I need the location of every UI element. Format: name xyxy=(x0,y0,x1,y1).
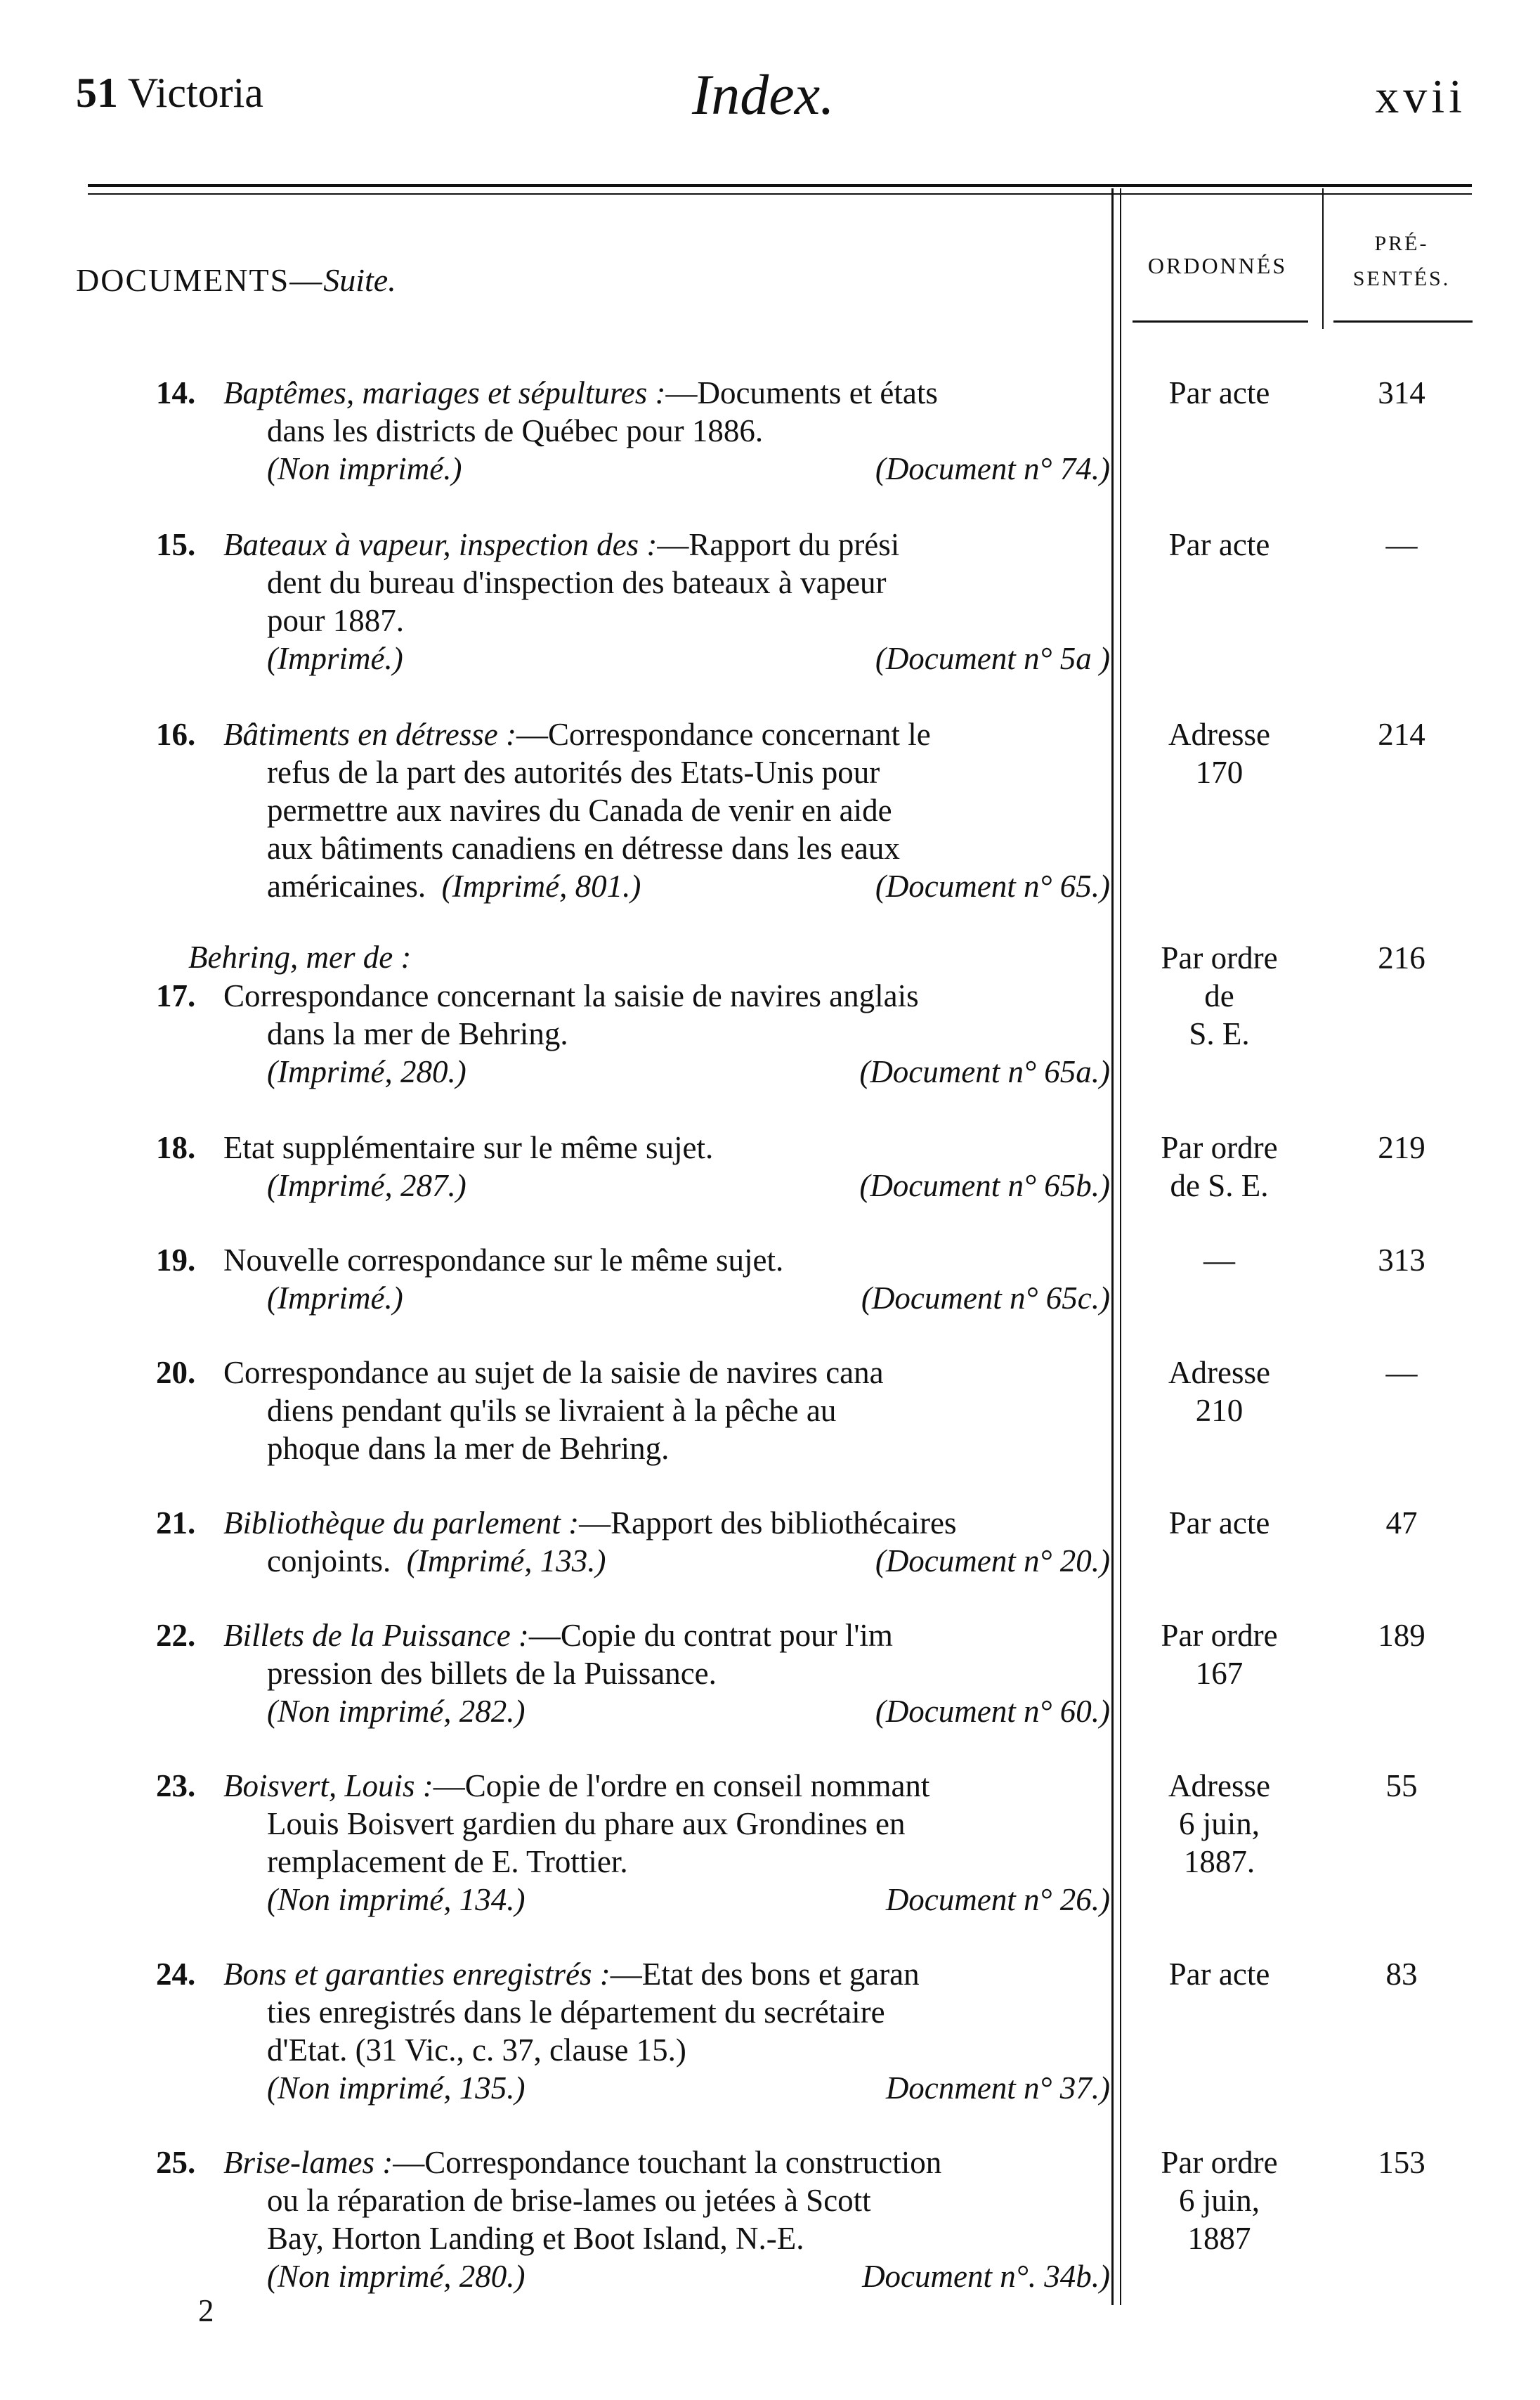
entry-presented: 189 xyxy=(1378,1618,1425,1653)
entry-subject: Bibliothèque du parlement : xyxy=(223,1505,580,1540)
entry-line: pour 1887. xyxy=(267,603,404,638)
column-header-underline-ordonnes xyxy=(1133,320,1308,323)
entry-line: Boisvert, Louis :—Copie de l'ordre en conseil nommant xyxy=(223,1768,930,1803)
entry-subject: Boisvert, Louis : xyxy=(223,1768,433,1803)
entry-presented: 219 xyxy=(1378,1130,1425,1165)
entry-citation xyxy=(223,1053,1110,1091)
running-head-left xyxy=(76,69,263,117)
session-number: 51 xyxy=(76,70,118,116)
entry-ordered-line: 1887 xyxy=(1187,2221,1251,2256)
entry-citation xyxy=(223,450,1110,488)
entry-number: 15. xyxy=(156,527,196,562)
entry-ordered-line: 1887. xyxy=(1183,1844,1255,1879)
entry-line: Bibliothèque du parlement :—Rapport des bibliothécaires xyxy=(223,1505,957,1540)
column-divider-left-2 xyxy=(1120,188,1121,2305)
entry-print-status: (Imprimé, 801.) xyxy=(441,869,641,904)
entry-presented: 214 xyxy=(1378,717,1425,752)
entry-ordered-line: Par ordre xyxy=(1161,1618,1278,1653)
entry-number: 19. xyxy=(156,1243,196,1278)
entry-text xyxy=(223,1616,1110,1730)
entry-number: 25. xyxy=(156,2145,196,2180)
column-divider-right xyxy=(1322,188,1324,329)
entry-number: 17. xyxy=(156,978,196,1013)
entry-ordered-line: 6 juin, xyxy=(1178,2183,1260,2218)
entry-document-ref: (Document n° 74.) xyxy=(875,451,1110,486)
entry-line: dans la mer de Behring. xyxy=(267,1016,568,1051)
entry-ordered xyxy=(1130,1129,1309,1205)
entry-ordered xyxy=(1130,2143,1309,2257)
entry-presented: 47 xyxy=(1385,1505,1418,1540)
entry-ordered-line: Par acte xyxy=(1168,527,1270,562)
entry-document-ref: Docnment n° 37.) xyxy=(885,2070,1110,2106)
column-header-presentes xyxy=(1331,226,1472,297)
entry-subject: Bateaux à vapeur, inspection des : xyxy=(223,527,658,562)
entry-document-ref: (Document n° 20.) xyxy=(875,1543,1110,1578)
entry-ordered-line: 6 juin, xyxy=(1178,1806,1260,1841)
entry-ordered-line: S. E. xyxy=(1189,1016,1250,1051)
entry-number: 18. xyxy=(156,1130,196,1165)
entry-ordered-line: 170 xyxy=(1195,755,1244,790)
entry-ordered xyxy=(1130,374,1309,412)
column-header-underline-presentes xyxy=(1333,320,1473,323)
entry-text xyxy=(223,1504,1110,1580)
entry-subject: Brise-lames : xyxy=(223,2145,393,2180)
running-head-title: Index. xyxy=(692,63,835,127)
entry-citation xyxy=(223,867,1110,905)
section-title xyxy=(76,261,396,299)
entry-presented: 314 xyxy=(1378,375,1425,410)
entry-number: 22. xyxy=(156,1618,196,1653)
entry-ordered-line: Par ordre xyxy=(1161,2145,1278,2180)
entry-document-ref: (Document n° 5a ) xyxy=(875,641,1110,676)
entry-ordered-line: Par acte xyxy=(1168,1505,1270,1540)
entry-print-status: (Imprimé.) xyxy=(267,1280,403,1316)
entry-last-line xyxy=(267,867,641,905)
entry-line: Nouvelle correspondance sur le même sujet. xyxy=(223,1243,784,1278)
entry-print-status: (Non imprimé, 280.) xyxy=(267,2259,526,2294)
entry-citation xyxy=(223,1692,1110,1730)
entry-ordered-line: 210 xyxy=(1195,1393,1244,1428)
entry-subject: Billets de la Puissance : xyxy=(223,1618,529,1653)
entry-ordered xyxy=(1130,939,1309,1053)
entry-print-status: (Imprimé, 133.) xyxy=(406,1543,606,1578)
entry-line: Billets de la Puissance :—Copie du contrat pour l'im xyxy=(223,1618,893,1653)
entry-line: Bons et garanties enregistrés :—Etat des bons et garan xyxy=(223,1957,920,1992)
entry-subject: Baptêmes, mariages et sépultures : xyxy=(223,375,666,410)
entry-line: aux bâtiments canadiens en détresse dans les eaux xyxy=(267,831,900,866)
entry-last-line xyxy=(267,1542,606,1580)
entry-ordered xyxy=(1130,1616,1309,1692)
entry-citation xyxy=(223,2257,1110,2295)
entry-ordered-line: Par acte xyxy=(1168,375,1270,410)
entry-line: Brise-lames :—Correspondance touchant la construction xyxy=(223,2145,942,2180)
column-header-ordonnes: ORDONNÉS xyxy=(1147,253,1288,278)
entry-line: Bay, Horton Landing et Boot Island, N.-E. xyxy=(267,2221,804,2256)
entry-number: 16. xyxy=(156,717,196,752)
entry-document-ref: (Document n° 65b.) xyxy=(859,1168,1110,1203)
entry-citation xyxy=(223,1881,1110,1919)
entry-line: Bâtiments en détresse :—Correspondance concernant le xyxy=(223,717,931,752)
entry-line: Bateaux à vapeur, inspection des :—Rapport du prési xyxy=(223,527,900,562)
entry-document-ref: (Document n° 65c.) xyxy=(861,1280,1110,1316)
entry-citation xyxy=(223,1542,1110,1580)
entry-text xyxy=(223,2143,1110,2295)
section-title-main: DOCUMENTS— xyxy=(76,262,324,298)
entry-text xyxy=(223,715,1110,905)
entry-presented: — xyxy=(1385,1355,1418,1390)
entry-document-ref: Document n°. 34b.) xyxy=(862,2259,1110,2294)
entry-line: Etat supplémentaire sur le même sujet. xyxy=(223,1130,714,1165)
column-header-presentes-line-2: SENTÉS. xyxy=(1352,267,1451,290)
sub-heading: Behring, mer de : xyxy=(188,940,412,975)
entry-ordered-line: — xyxy=(1203,1243,1235,1278)
entry-number: 23. xyxy=(156,1768,196,1803)
entry-presented: — xyxy=(1385,527,1418,562)
entry-line: Louis Boisvert gardien du phare aux Grondines en xyxy=(267,1806,906,1841)
entry-ordered-line: de xyxy=(1204,978,1234,1013)
entry-number: 20. xyxy=(156,1355,196,1390)
entry-ordered-line: de S. E. xyxy=(1170,1168,1269,1203)
entry-line: ties enregistrés dans le département du secrétaire xyxy=(267,1994,885,2030)
session-name: Victoria xyxy=(127,70,263,116)
entry-line: pression des billets de la Puissance. xyxy=(267,1656,717,1691)
entry-line: phoque dans la mer de Behring. xyxy=(267,1431,670,1466)
entry-subject: Bons et garanties enregistrés : xyxy=(223,1957,611,1992)
entry-text xyxy=(223,1767,1110,1919)
entry-line: ou la réparation de brise-lames ou jetées à Scott xyxy=(267,2183,871,2218)
entry-document-ref: (Document n° 60.) xyxy=(875,1694,1110,1729)
entry-line: refus de la part des autorités des Etats-Unis pour xyxy=(267,755,880,790)
entry-presented: 153 xyxy=(1378,2145,1425,2180)
entry-line: permettre aux navires du Canada de venir en aide xyxy=(267,793,892,828)
entry-ordered-line: Adresse xyxy=(1168,1768,1270,1803)
entry-ordered xyxy=(1130,715,1309,791)
entry-text xyxy=(223,1129,1110,1205)
entry-presented: 83 xyxy=(1385,1957,1418,1992)
entry-document-ref: (Document n° 65.) xyxy=(875,869,1110,904)
entry-ordered-line: Adresse xyxy=(1168,1355,1270,1390)
entry-ordered-line: Par ordre xyxy=(1161,1130,1278,1165)
entry-line: d'Etat. (31 Vic., c. 37, clause 15.) xyxy=(267,2032,686,2068)
entry-presented: 313 xyxy=(1378,1243,1425,1278)
entry-number: 21. xyxy=(156,1505,196,1540)
entry-subject: Bâtiments en détresse : xyxy=(223,717,516,752)
header-rule-top xyxy=(88,184,1472,187)
entry-ordered-line: Par ordre xyxy=(1161,940,1278,975)
page-number: xvii xyxy=(1375,70,1466,123)
entry-document-ref: Document n° 26.) xyxy=(885,1882,1110,1917)
entry-ordered xyxy=(1130,1504,1309,1542)
entry-text xyxy=(223,1241,1110,1317)
entry-ordered xyxy=(1130,1354,1309,1429)
entry-citation xyxy=(223,1167,1110,1205)
entry-ordered xyxy=(1130,1767,1309,1881)
entry-line: dans les districts de Québec pour 1886. xyxy=(267,413,764,448)
column-divider-left xyxy=(1111,188,1114,2305)
entry-ordered-line: Par acte xyxy=(1168,1957,1270,1992)
entry-text xyxy=(223,1955,1110,2107)
entry-citation xyxy=(223,640,1110,677)
entry-citation xyxy=(223,2069,1110,2107)
entry-ordered xyxy=(1130,1955,1309,1993)
entry-presented: 55 xyxy=(1385,1768,1418,1803)
entry-line: Baptêmes, mariages et sépultures :—Documents et états xyxy=(223,375,938,410)
entry-text xyxy=(223,1354,1110,1467)
entry-line: Correspondance concernant la saisie de navires anglais xyxy=(223,978,919,1013)
header-rule-bottom xyxy=(88,193,1472,195)
entry-line: remplacement de E. Trottier. xyxy=(267,1844,628,1879)
entry-document-ref: (Document n° 65a.) xyxy=(859,1054,1110,1089)
entry-print-status: (Imprimé, 280.) xyxy=(267,1054,466,1089)
entry-line: dent du bureau d'inspection des bateaux à vapeur xyxy=(267,565,887,600)
entry-line: Correspondance au sujet de la saisie de navires cana xyxy=(223,1355,884,1390)
entry-citation xyxy=(223,1279,1110,1317)
entry-print-status: (Imprimé.) xyxy=(267,641,403,676)
entry-print-status: (Non imprimé, 135.) xyxy=(267,2070,526,2106)
entry-ordered-line: 167 xyxy=(1195,1656,1244,1691)
signature-number: 2 xyxy=(198,2293,214,2328)
entry-line: diens pendant qu'ils se livraient à la pêche au xyxy=(267,1393,837,1428)
entry-presented: 216 xyxy=(1378,940,1425,975)
section-title-suffix: Suite. xyxy=(323,262,396,298)
entry-ordered-line: Adresse xyxy=(1168,717,1270,752)
entry-print-status: (Imprimé, 287.) xyxy=(267,1168,466,1203)
entry-text xyxy=(223,374,1110,488)
entry-last-line-text: américaines. xyxy=(267,869,426,904)
entry-text xyxy=(223,977,1110,1091)
entry-number: 14. xyxy=(156,375,196,410)
entry-last-line-text: conjoints. xyxy=(267,1543,391,1578)
column-header-presentes-line-1: PRÉ- xyxy=(1374,232,1429,255)
entry-ordered xyxy=(1130,526,1309,564)
entry-print-status: (Non imprimé, 282.) xyxy=(267,1694,526,1729)
entry-number: 24. xyxy=(156,1957,196,1992)
entry-print-status: (Non imprimé, 134.) xyxy=(267,1882,526,1917)
entry-text xyxy=(223,526,1110,677)
entry-ordered xyxy=(1130,1241,1309,1279)
entry-print-status: (Non imprimé.) xyxy=(267,451,462,486)
